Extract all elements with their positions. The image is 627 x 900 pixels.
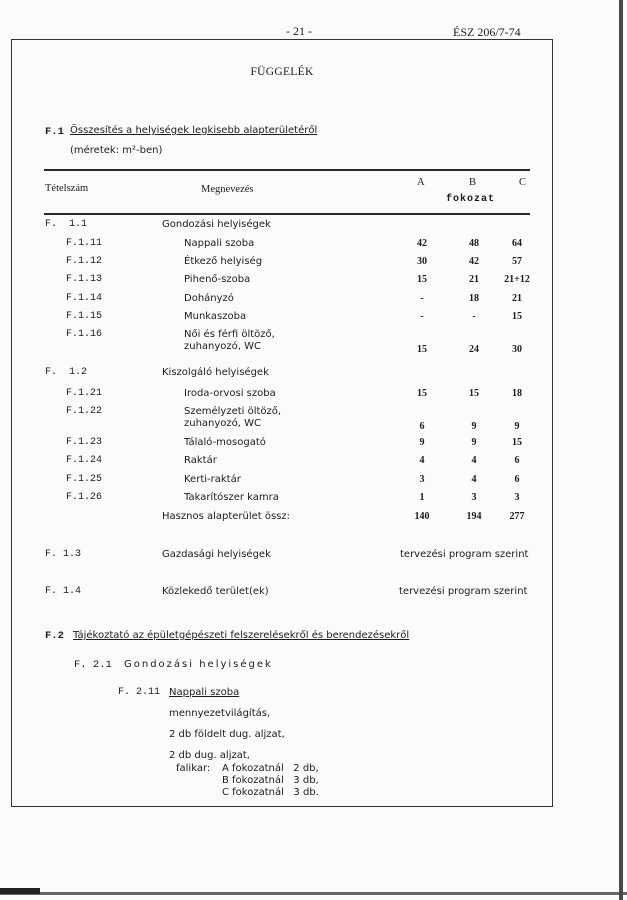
value-b: 4 <box>471 455 477 466</box>
page-number: - 21 - <box>286 24 312 38</box>
value-b: 4 <box>471 474 477 485</box>
value-a: 6 <box>419 421 425 432</box>
column-header-name: Megnevezés <box>201 184 254 195</box>
value-b: 18 <box>469 293 479 304</box>
value-b: 42 <box>469 256 479 267</box>
falikar-line: C fokozatnál 3 db. <box>222 787 319 798</box>
subsection-number: F. 2.1 <box>74 659 112 671</box>
equipment-line: 2 db dug. aljzat, <box>169 750 250 761</box>
row-code: F.1.26 <box>66 492 103 503</box>
scan-edge <box>0 892 627 895</box>
row-name: Kiszolgáló helyiségek <box>162 367 269 378</box>
value-a: - <box>420 293 424 304</box>
value-b: 3 <box>471 492 477 503</box>
value-b: 9 <box>471 421 477 432</box>
row-name: Személyzeti öltöző, <box>184 406 282 417</box>
value-b: 9 <box>471 437 477 448</box>
value-c: 277 <box>509 511 525 522</box>
subsection-title: Gondozási helyiségek <box>124 659 273 670</box>
value-c: 21+12 <box>504 274 530 285</box>
row-code: F. 1.3 <box>45 549 82 560</box>
row-name: Nappali szoba <box>184 238 255 249</box>
value-c: 9 <box>514 421 520 432</box>
row-name-continued: zuhanyozó, WC <box>184 341 262 352</box>
row-name: Raktár <box>184 455 217 466</box>
value-c: 21 <box>512 293 522 304</box>
value-a: 30 <box>417 256 427 267</box>
row-code: F.1.15 <box>66 311 103 322</box>
section-number: F.2 <box>45 630 64 642</box>
row-name: Kerti-raktár <box>184 474 241 485</box>
row-name: Pihenő-szoba <box>184 274 251 285</box>
value-a: 15 <box>417 388 427 399</box>
scan-edge <box>619 0 623 900</box>
value-c: 6 <box>514 474 520 485</box>
value-b: 24 <box>469 344 479 355</box>
row-code: F.1.21 <box>66 388 103 399</box>
row-code: F. 1.1 <box>45 219 88 230</box>
value-b: - <box>472 311 476 322</box>
section-title: Összesítés a helyiségek legkisebb alapterületéről <box>70 125 318 136</box>
row-name-continued: zuhanyozó, WC <box>184 418 262 429</box>
row-code: F.1.14 <box>66 293 103 304</box>
row-code: F.1.23 <box>66 437 103 448</box>
value-c: 18 <box>512 388 522 399</box>
value-c: 15 <box>512 311 522 322</box>
value-a: 9 <box>419 437 425 448</box>
row-name: Takarítószer kamra <box>184 492 279 503</box>
row-code: F.1.16 <box>66 329 103 340</box>
page-title: FÜGGELÉK <box>250 66 314 78</box>
value-c: 30 <box>512 344 522 355</box>
value-c: 3 <box>514 492 520 503</box>
column-header-c: C <box>519 177 527 188</box>
row-code: F. 1.2 <box>45 367 88 378</box>
value-a: - <box>420 311 424 322</box>
value-a: 4 <box>419 455 425 466</box>
column-header-code: Tételszám <box>45 183 89 194</box>
scan-edge <box>0 888 40 894</box>
table-rule-top <box>44 169 530 171</box>
value-c: 6 <box>514 455 520 466</box>
row-code: F.1.24 <box>66 455 103 466</box>
row-name: Dohányzó <box>184 293 234 304</box>
row-name: Tálaló-mosogató <box>184 437 266 448</box>
item-title: Nappali szoba <box>169 687 240 698</box>
row-name: Étkező helyiség <box>184 256 263 267</box>
column-group-header: fokozat <box>446 194 496 205</box>
value-a: 15 <box>417 274 427 285</box>
row-name: Gondozási helyiségek <box>162 219 271 230</box>
value-a: 1 <box>419 492 425 503</box>
row-name: Munkaszoba <box>184 311 247 322</box>
units-note: (méretek: m²-ben) <box>70 145 163 156</box>
value-a: 3 <box>419 474 425 485</box>
value-c: 15 <box>512 437 522 448</box>
value-b: 194 <box>466 511 482 522</box>
row-name: Gazdasági helyiségek <box>162 549 271 560</box>
row-value: tervezési program szerint <box>399 586 528 597</box>
falikar-line: A fokozatnál 2 db, <box>222 763 319 774</box>
column-header-a: A <box>417 177 425 188</box>
column-header-b: B <box>469 177 477 188</box>
value-b: 48 <box>469 238 479 249</box>
value-c: 64 <box>512 238 522 249</box>
section-number: F.1 <box>45 126 64 138</box>
row-code: F.1.22 <box>66 406 103 417</box>
row-name: Hasznos alapterület össz: <box>162 511 291 522</box>
value-a: 15 <box>417 344 427 355</box>
falikar-line: B fokozatnál 3 db, <box>222 775 319 786</box>
row-code: F. 1.4 <box>45 586 82 597</box>
value-c: 57 <box>512 256 522 267</box>
row-code: F.1.13 <box>66 274 103 285</box>
value-b: 15 <box>469 388 479 399</box>
section-title: Tájékoztató az épületgépészeti felszerelésekről és berendezésekről <box>73 630 410 641</box>
document-reference: ÉSZ 206/7-74 <box>453 25 521 39</box>
row-code: F.1.12 <box>66 256 103 267</box>
value-b: 21 <box>469 274 479 285</box>
row-name: Közlekedő terület(ek) <box>162 586 269 597</box>
row-name: Iroda-orvosi szoba <box>184 388 276 399</box>
equipment-line: 2 db földelt dug. aljzat, <box>169 729 285 740</box>
row-code: F.1.11 <box>66 238 103 249</box>
row-name: Női és férfi öltöző, <box>184 329 275 340</box>
row-value: tervezési program szerint <box>400 549 529 560</box>
value-a: 42 <box>417 238 427 249</box>
table-rule-bottom <box>44 213 530 215</box>
item-number: F. 2.11 <box>118 687 161 698</box>
row-code: F.1.25 <box>66 474 103 485</box>
equipment-line: mennyezetvilágítás, <box>169 708 271 719</box>
falikar-label: falikar: <box>176 763 211 774</box>
value-a: 140 <box>414 511 430 522</box>
